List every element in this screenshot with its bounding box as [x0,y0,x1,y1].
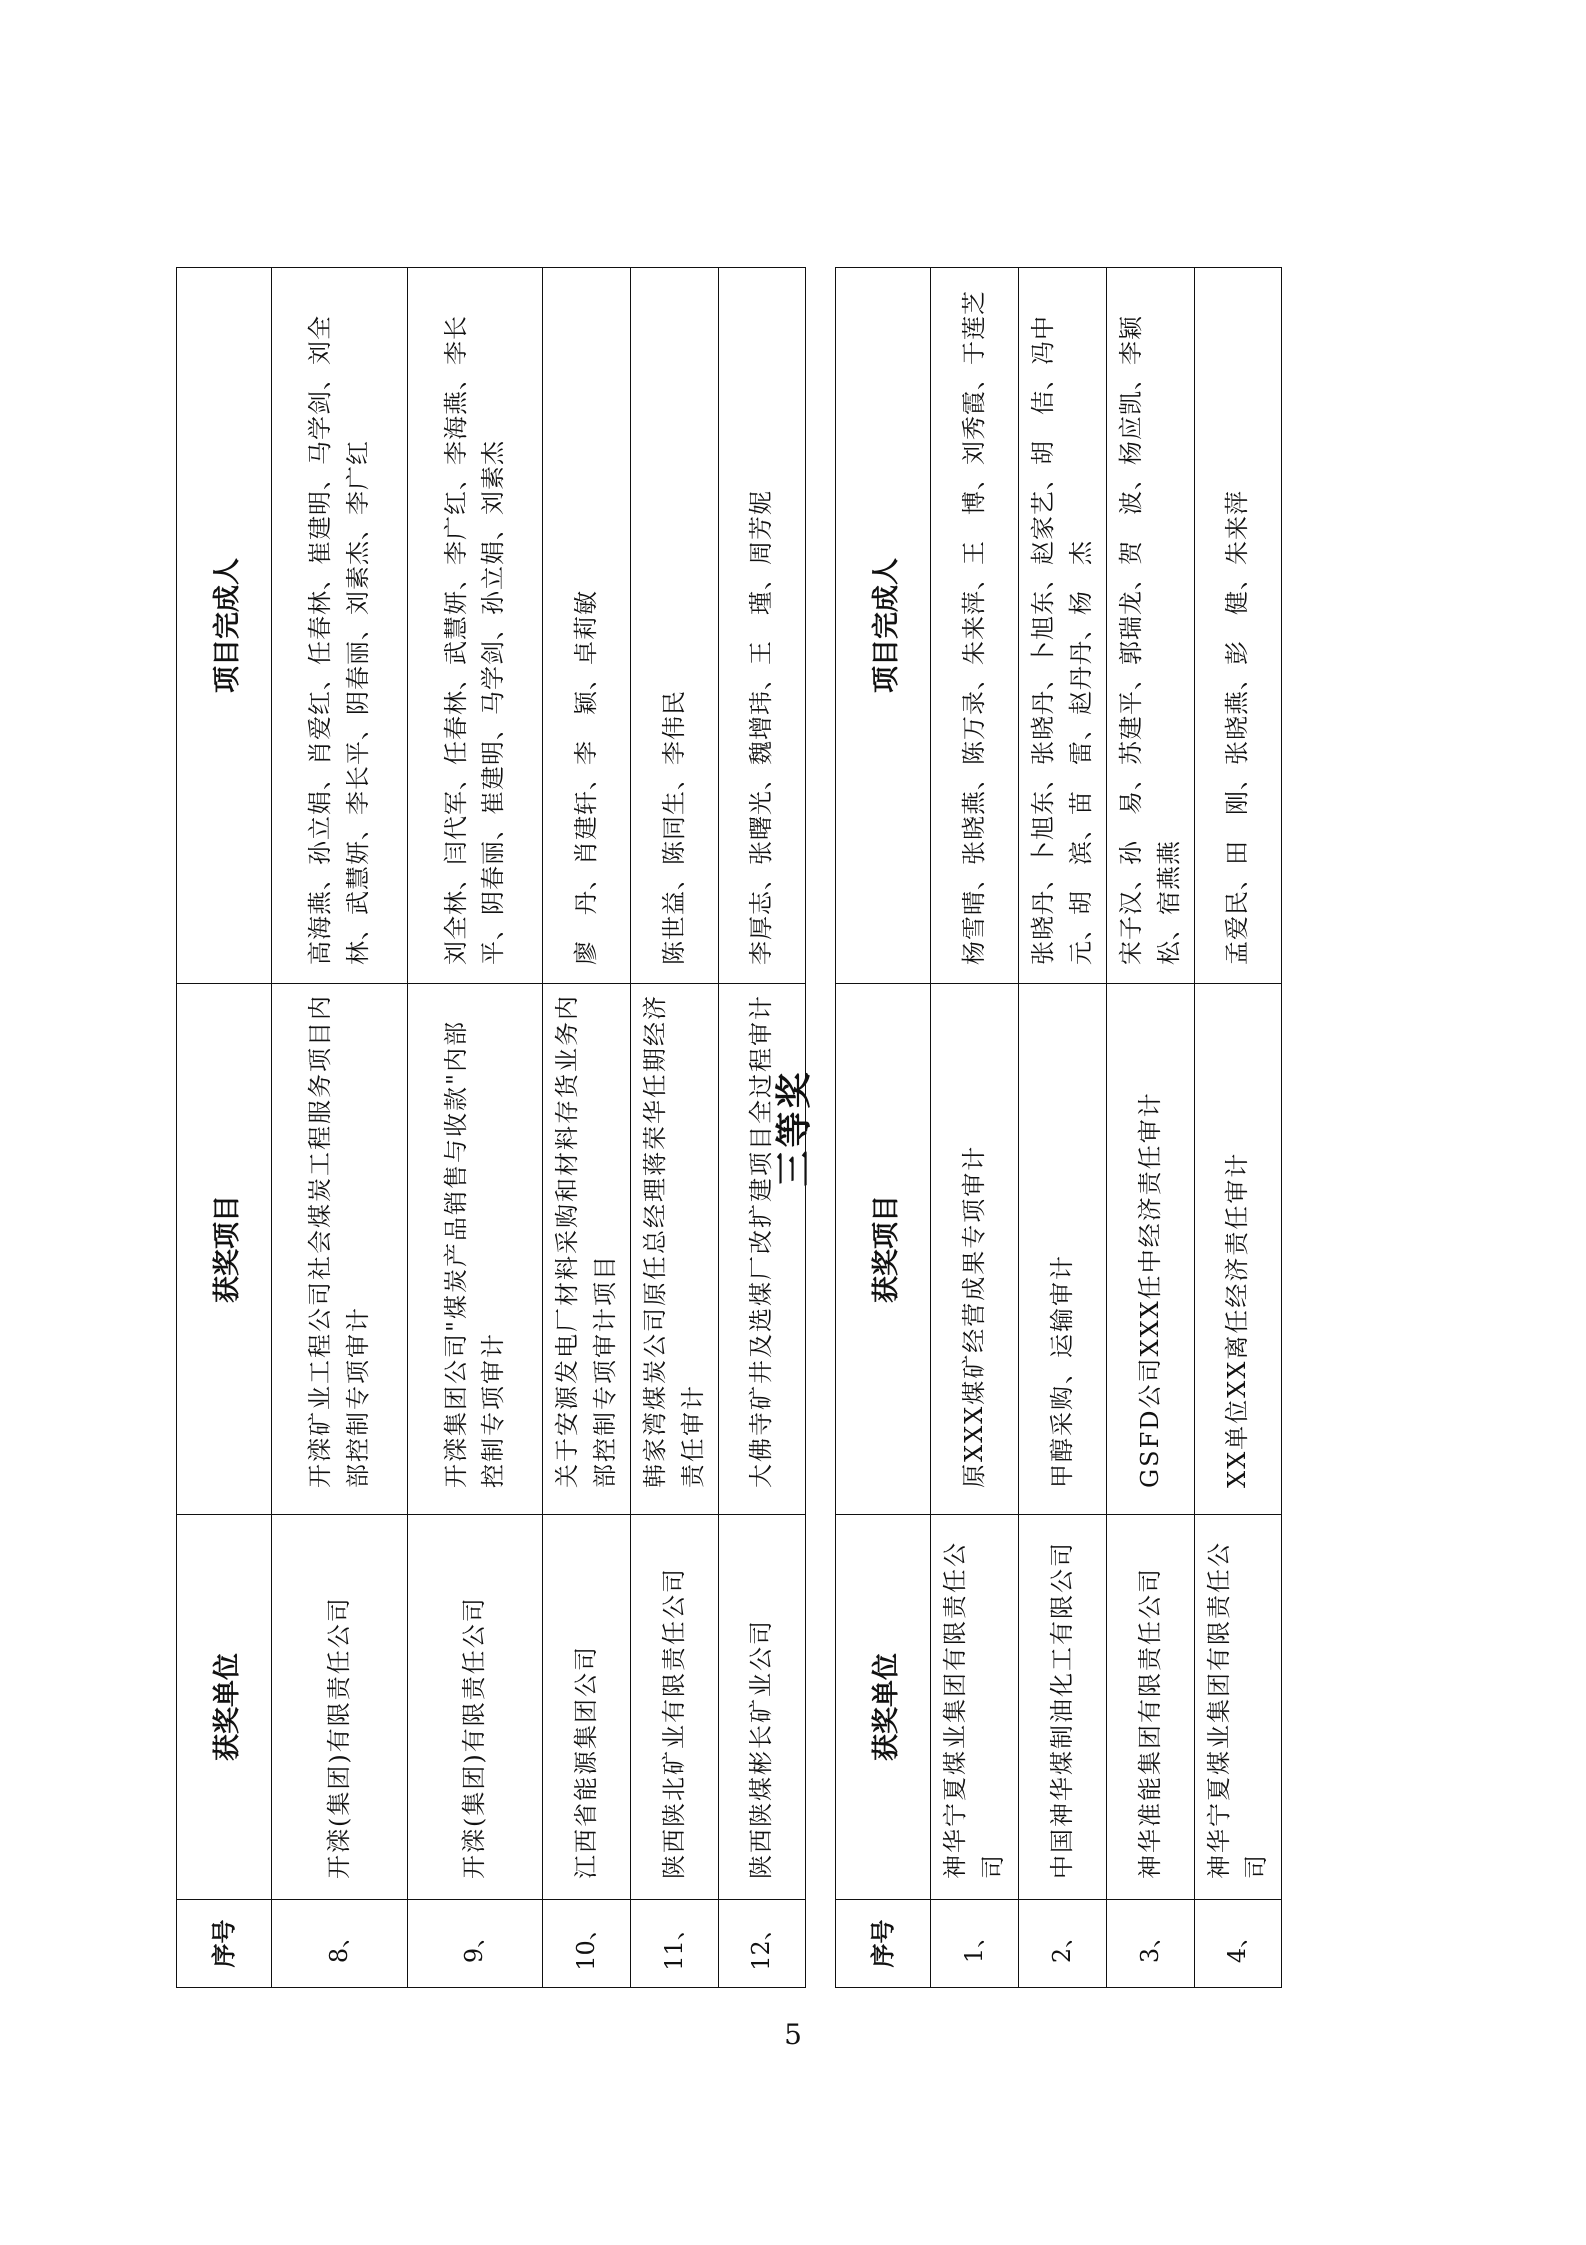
row-unit: 陕西陕煤彬长矿业公司 [719,1515,806,1900]
row-seq: 3、 [1107,1900,1195,1988]
table-row [543,268,631,1988]
header-unit: 获奖单位 [177,1515,272,1900]
row-project: 大佛寺矿井及选煤厂改扩建项目全过程审计 [719,984,806,1515]
row-unit: 开滦(集团)有限责任公司 [272,1515,408,1900]
header-project: 获奖项目 [177,984,272,1515]
row-unit: 陕西陕北矿业有限责任公司 [631,1515,719,1900]
table-row [1019,268,1107,1988]
row-project: 开滦集团公司"煤炭产品销售与收款"内部控制专项审计 [408,984,543,1515]
row-people: 张晓丹、卜旭东、张晓丹、卜旭东、赵家艺、胡 佶、冯中元、胡 滨、苗 雷、赵丹丹、杨 杰 [1019,268,1107,984]
header-seq: 序号 [177,1900,272,1988]
row-people: 廖 丹、肖建轩、李 颖、卓莉敏 [543,268,631,984]
row-unit: 开滦(集团)有限责任公司 [408,1515,543,1900]
row-project: 韩家湾煤炭公司原任总经理蒋荣华任期经济责任审计 [631,984,719,1515]
header-project: 获奖项目 [836,984,931,1515]
table-header-row [177,268,272,1988]
table-row [408,268,543,1988]
section-title: 三等奖 [774,1069,815,1187]
header-people: 项目完成人 [836,268,931,984]
row-people: 孟爱民、田 刚、张晓燕、彭 健、朱来萍 [1195,268,1282,984]
row-unit: 江西省能源集团公司 [543,1515,631,1900]
table-row [631,268,719,1988]
row-project: 原XXX煤矿经营成果专项审计 [931,984,1019,1515]
header-seq: 序号 [836,1900,931,1988]
table-row [1195,268,1282,1988]
table-row [272,268,408,1988]
row-project: GSFD公司XXX任中经济责任审计 [1107,984,1195,1515]
row-seq: 2、 [1019,1900,1107,1988]
row-unit: 神华宁夏煤业集团有限责任公司 [1195,1515,1282,1900]
table-header-row [836,268,931,1988]
row-project: XX单位XX离任经济责任审计 [1195,984,1282,1515]
row-project: 开滦矿业工程公司社会煤炭工程服务项目内部控制专项审计 [272,984,408,1515]
row-project: 关于安源发电厂材料采购和材料存货业务内部控制专项审计项目 [543,984,631,1515]
row-people: 李厚志、张曙光、魏增玮、王 瑾、周芳妮 [719,268,806,984]
header-unit: 获奖单位 [836,1515,931,1900]
row-seq: 11、 [631,1900,719,1988]
row-unit: 中国神华煤制油化工有限公司 [1019,1515,1107,1900]
row-unit: 神华宁夏煤业集团有限责任公司 [931,1515,1019,1900]
row-seq: 1、 [931,1900,1019,1988]
row-people: 高海燕、孙立娟、肖爱红、任春林、崔建明、马学剑、刘全林、武慧妍、李长平、阴春丽、刘素杰、李广红 [272,268,408,984]
row-seq: 12、 [719,1900,806,1988]
award-table-second-prize [176,267,806,1988]
table-row [931,268,1019,1988]
row-people: 陈世益、陈同生、李伟民 [631,268,719,984]
row-unit: 神华准能集团有限责任公司 [1107,1515,1195,1900]
award-table-third-prize [835,267,1282,1988]
table-row [1107,268,1195,1988]
row-project: 甲醇采购、运输审计 [1019,984,1107,1515]
rotated-page-content [176,268,1323,1988]
row-seq: 4、 [1195,1900,1282,1988]
row-seq: 8、 [272,1900,408,1988]
row-seq: 9、 [408,1900,543,1988]
header-people: 项目完成人 [177,268,272,984]
row-people: 杨雪晴、张晓燕、陈万录、朱来萍、王 博、刘秀霞、于莲芝 [931,268,1019,984]
page-number: 5 [784,2018,802,2051]
row-people: 宋子汉、孙 易、苏建平、郭瑞龙、贺 波、杨应凯、李颖松、宿燕燕 [1107,268,1195,984]
row-people: 刘全林、闫代军、任春林、武慧妍、李广红、李海燕、李长平、阴春丽、崔建明、马学剑、孙立娟、刘素杰 [408,268,543,984]
row-seq: 10、 [543,1900,631,1988]
